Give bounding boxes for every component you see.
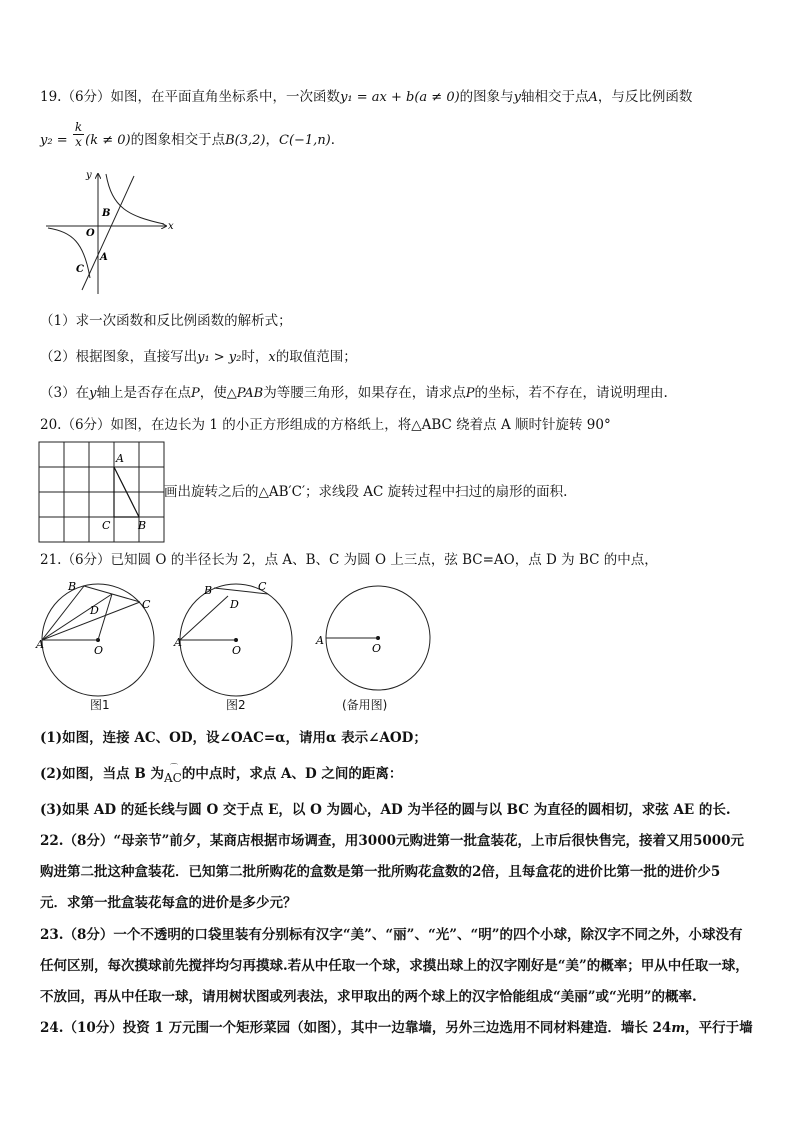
figure-3 bbox=[315, 586, 430, 690]
q19-sub3: （3）在y轴上是否存在点P，使△PAB为等腰三角形，如果存在，请求点P的坐标，若不存在，请说明理由. bbox=[40, 385, 668, 401]
linear-function-expr: y₁ = ax + b(a ≠ 0) bbox=[340, 90, 460, 105]
caption-fig1: 图1 bbox=[90, 698, 110, 712]
q22-line2: 购进第二批这种盒装花．已知第二批所购花的盒数是第一批所购花盒数的2倍，且每盒花的进价比第一批的进价少5 bbox=[40, 864, 721, 880]
q21-sub3: (3)如果 AD 的延长线与圆 O 交于点 E，以 O 为圆心，AD 为半径的圆与以 BC 为直径的圆相切，求弦 AE 的长. bbox=[40, 802, 731, 818]
figure-1 bbox=[35, 580, 154, 696]
q23-line1: 23.（8分）一个不透明的口袋里装有分别标有汉字“美”、“丽”、“光”、“明”的四个小球，除汉字不同之外，小球没有 bbox=[40, 927, 743, 943]
q20-grid-figure bbox=[38, 441, 166, 543]
svg-text:D: D bbox=[90, 604, 99, 617]
svg-text:O: O bbox=[94, 644, 104, 657]
q20-line2: 画出旋转之后的△AB′C′；求线段 AC 旋转过程中扫过的扇形的面积. bbox=[164, 484, 568, 500]
label-A: A bbox=[100, 252, 108, 263]
svg-text:O: O bbox=[372, 642, 382, 655]
hyperbola-branch-1 bbox=[106, 174, 164, 224]
label-B: B bbox=[102, 208, 111, 219]
q21-sub2: (2)如图，当点 B 为 ⌒ AC的中点时，求点 A、D 之间的距离： bbox=[40, 763, 403, 785]
label-A: A bbox=[116, 452, 124, 465]
svg-text:A: A bbox=[36, 638, 44, 651]
svg-text:B: B bbox=[204, 584, 213, 597]
arc-ac: ⌒ AC bbox=[163, 763, 182, 785]
label-C: C bbox=[76, 264, 84, 275]
q19-line1: 19.（6分）如图，在平面直角坐标系中，一次函数y₁ = ax + b(a ≠ 0)的图象与y轴相交于点A，与反比例函数 bbox=[40, 89, 693, 105]
q21-sub1: (1)如图，连接 AC、OD，设∠OAC=α，请用α 表示∠AOD； bbox=[40, 730, 427, 746]
caption-fig3: (备用图) bbox=[342, 698, 388, 712]
q20-line1: 20.（6分）如图，在边长为 1 的小正方形组成的方格纸上，将△ABC 绕着点 A 顺时针旋转 90° bbox=[40, 417, 611, 433]
label-O: O bbox=[86, 228, 95, 239]
q22-line1: 22.（8分）“母亲节”前夕，某商店根据市场调查，用3000元购进第一批盒装花，上市后很快售完，接着又用5000元 bbox=[40, 833, 745, 849]
q19-sub1: （1）求一次函数和反比例函数的解析式； bbox=[40, 313, 292, 329]
label-B: B bbox=[138, 519, 147, 532]
q19-sub2: （2）根据图象，直接写出y₁ > y₂时，x的取值范围； bbox=[40, 349, 357, 365]
figure-2 bbox=[173, 580, 292, 696]
q19-line2: y₂ = $\frac{k}{x}$ (k ≠ 0)的图象相交于点B(3,2)，C(−1,n)． bbox=[40, 120, 345, 149]
q22-line3: 元．求第一批盒装花每盒的进价是多少元？ bbox=[40, 895, 297, 911]
q23-line2: 任何区别，每次摸球前先搅拌均匀再摸球.若从中任取一个球，求摸出球上的汉字刚好是“美”的概率；甲从中任取一球， bbox=[40, 958, 749, 974]
svg-text:A: A bbox=[174, 636, 182, 649]
q21-figures bbox=[30, 574, 450, 714]
q21-line1: 21.（6分）已知圆 O 的半径长为 2，点 A、B、C 为圆 O 上三点，弦 BC=AO，点 D 为 BC 的中点， bbox=[40, 552, 658, 568]
caption-fig2: 图2 bbox=[226, 698, 246, 712]
svg-text:O: O bbox=[232, 644, 242, 657]
label-C: C bbox=[102, 519, 111, 532]
fraction-k-over-x: $\frac{k}{x}$ bbox=[74, 120, 83, 149]
q23-line3: 不放回，再从中任取一球，请用树状图或列表法，求甲取出的两个球上的汉字恰能组成“美丽”或“光明”的概率. bbox=[40, 989, 697, 1005]
svg-text:C: C bbox=[142, 598, 151, 611]
svg-text:C: C bbox=[258, 580, 267, 593]
label-y: y bbox=[86, 170, 92, 181]
q24-line1: 24.（10分）投资 1 万元围一个矩形菜园（如图），其中一边靠墙，另外三边选用不同材料建造．墙长 24m，平行于墙 bbox=[40, 1020, 753, 1036]
label-x: x bbox=[168, 221, 174, 232]
svg-text:A: A bbox=[316, 634, 324, 647]
svg-text:D: D bbox=[230, 598, 239, 611]
svg-text:B: B bbox=[68, 580, 77, 593]
q19-function-graph bbox=[42, 166, 182, 298]
